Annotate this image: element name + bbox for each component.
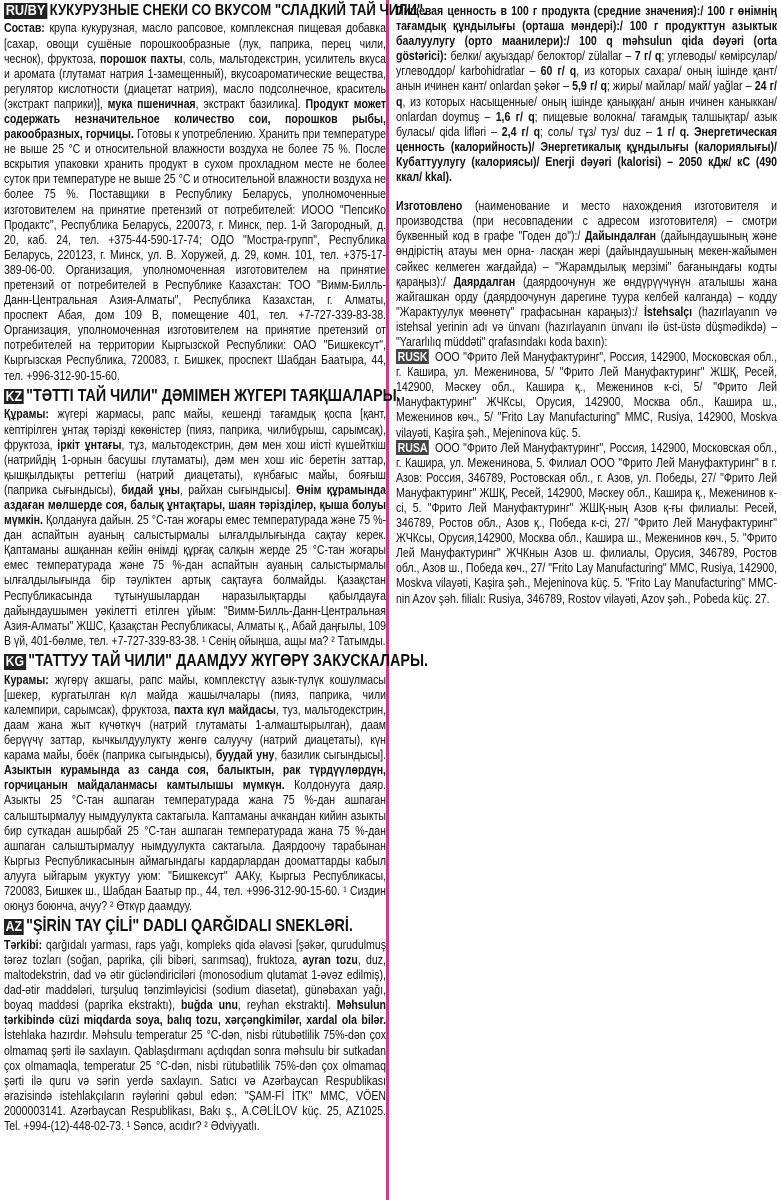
carbs-value: 60 г/ q <box>540 63 577 79</box>
text-ru-4: Готовы к употреблению. Хранить при температуре не выше 25 °С и относительной влажности воздуха не более 75 %. После вскрытия упаковки хранить продукт в сухом прохладном месте не более суток при температуре не выше 25 °С и относительной влажности воздуха не более 75 %. Поставщики в Республику Беларусь, уполномоченные изготовителем на принятие претензий от потребителей: ИООО "ПепсиКо Продактс", Республика Беларусь, 220073, г. Минск, пер. 1-й Загородный, д. 20, каб. 24, тел. +375-44-590-17-74; ОДО "Мостра-групп", Республика Беларусь, 220123, г. Минск, ул. В. Хоружей, д. 29, комн. 101, тел. +375-17-389-06-00. Организация, уполномоченная изготовителем на принятие претензий от потребителей в Республике Казахстан: ТОО "Вимм-Билль-Данн-Центральная Азия-Алматы", Республика Казахстан, г. Алматы, проспект Абая, дом 109 В, помещение 401, тел. +7-727-339-83-38. Организация, уполномоченная изготовителем на принятие претензий от потребителей на территории Кыргызской Республики: ОАО "Бишкексут", Кыргызская Республика, 720083, г. Бишкек, проспект Шабдан Баатыра, 44, тел. +996-312-90-15-60. <box>4 126 386 383</box>
label-kg: Курамы: <box>4 671 49 687</box>
right-column <box>392 0 781 606</box>
lang-badge-ru-by: RU/BY <box>5 2 46 19</box>
sugar-value: 5,9 г/ q <box>572 78 607 94</box>
nut-t6: ; пищевые волокна/ тағамдық талшықтар/ азык буласы/ qida lifləri – <box>396 108 777 139</box>
text-kz-4: Қолдануға дайын. 25 °С-тан жоғары емес температурада және 75 %-дан аспайтын ауаның салыстырмалы ылғалдылығында сақтау керек. Қаптаманы ашқаннан кейін өнімді құрғақ салқын жерде 25 °С-тан жоғары емес температурада және 75 %-дан аспайтын ауаның салыстырмалы ылғалдылығында бір тәуліктен артық сақтауға болмайды. Қазақстан Республикасында тұтынушылардан наразылықтарды қабылдауға дайындаушымен уәкілетті етілген ұйым: "Вимм-Билль-Данн-Центральная Азия-Алматы" ЖШС, Қазақстан Республикасы, Алматы қ., Абай даңғылы, 109 В үй, 401-бөлме, тел. +7-727-339-83-38. ¹ Сенің ойыңша, ащы ма? ² Татымды. <box>4 512 386 648</box>
nut-t1: белки/ ақуыздар/ белоктор/ zülallar – <box>447 48 635 64</box>
ingredients-kz <box>4 406 386 648</box>
nut-t7: ; соль/ тұз/ туз/ duz – <box>540 123 657 139</box>
allergen-kg-1: пахта күл майдасы <box>174 701 276 717</box>
spacer <box>396 184 777 198</box>
lang-badge-kz: KZ <box>5 387 23 405</box>
nutrition-facts <box>396 3 777 184</box>
man-t3: (даярдоочунун же өндүрүүчүнүн аталышы жана жайгашкан орду (даярдоочунун дарегине туура келбей калганда) – кодду "Жарактуулук мөөнөтү" графасынан караңыз):/ <box>396 273 778 319</box>
text-kz-1: жүгері жармасы, рапс майы, кешенді тағамдық қоспа [қант, кептірілген ұнтақ тәрізді көкөністер (пияз, паприка, чилибұрыш, сарымсақ), фруктоза, <box>4 406 386 452</box>
ingredients-az <box>4 937 386 1133</box>
allergen-az-2: buğda unu <box>180 997 238 1013</box>
allergen-ru-1: порошок пахты <box>100 50 183 66</box>
title-text-az: "ŞİRİN TAY ÇİLİ" DADLI QARĞIDALI SNEKLƏRİ. <box>26 915 353 936</box>
fiber-value: 2,4 г/ q <box>501 123 541 139</box>
lang-badge-kg: KG <box>5 652 25 670</box>
section-title-az <box>4 915 353 936</box>
text-kz-3: , райхан сығындысы]. <box>179 481 297 497</box>
allergen-ru-2: мука пшеничная <box>107 95 196 111</box>
title-text-kz: "ТӘТТІ ТАЙ ЧИЛИ" ДӘМІМЕН ЖҮГЕРІ ТАЯҚШАЛАРЫ. <box>26 384 401 405</box>
text-ru-3: , экстракт базилика]. <box>195 95 306 111</box>
section-az <box>4 916 386 1133</box>
text-ru-1: крупа кукурузная, масло рапсовое, комплексная пищевая добавка [сахар, овощи сушёные порошкообразные (лук, паприка, перец чили, чеснок), фруктоза, <box>4 20 386 66</box>
saturated-fat-value: 1,6 г/ q <box>495 108 535 124</box>
text-kg-3: , базилик сыгындысы]. <box>274 747 387 763</box>
text-ru-2: , соль, мальтодекстрин, усилитель вкуса и аромата (глутамат натрия 1-замещенный), вкусоароматические вещества, регулятор кислотности (диацетат натрия), масло подсолнечное, краситель (экстракт паприки)], <box>4 50 386 111</box>
text-kg-1: жүгөрү акшагы, рапс майы, комплекстүү азык-түлүк кошулмасы [шекер, кургатылган күл майда жашылчалары (пияз, паприка, чили калемпири, сарымсак), фруктоза, <box>4 671 386 717</box>
ingredients-ru-by <box>4 20 386 382</box>
allergen-note-ru: Продукт может содержать незначительное количество сои, порошков рыбы, ракообразных, горчицы. <box>4 95 387 142</box>
man-t4: (hazırlayanın və istehsal yerinin adı və ünvanı (hazırlayanın ünvanı ilə üst-üstə düşmədikdə) – "Yararlılıq müddəti" qrafasındakı koda baxın): <box>396 303 777 349</box>
allergen-note-kz: Өнім құрамында аздаған мөлшерде соя, балық ұнтақтары, шаян тәрізділер, қыша болуы мүмкін. <box>4 481 386 528</box>
rusa-badge: RUSA <box>397 439 428 455</box>
nutrition-text <box>396 3 777 184</box>
text-az-1: qarğıdalı yarması, raps yağı, kompleks qida əlavəsi [şəkər, qurudulmuş tərəz tozları (soğan, paprika, çili bibəri, sarımsaq), fruktoza, <box>4 936 387 968</box>
nut-t4: ; жиры/ майлар/ май/ yağlar – <box>606 78 755 94</box>
fat-value: 24 г/ q <box>396 78 777 109</box>
rusk-address: ООО "Фрито Лей Мануфактуринг", Россия, 142900, Московская обл., г. Кашира, ул. Меженинова, 5/ "Фрито Лей Мануфактуринг" ЖШҚ, Ресей, 142900, Мәскеу обл., Кашира қ., Меженинов к-сі, 5/ "Фрито Лей Мануфактуринг" ЖЧКсы, Орусия, 142900, Москва обл., Кашира ш., Меженинов көч., 5/ "Frito Lay Manufacturing" MMC, Rusiya, 142900, Moskva vilayəti, Kaşira şəh., Mejeninova küç. 5. <box>396 349 777 440</box>
nutrition-heading: Пищевая ценность в 100 г продукта (средние значения):/ 100 г өнімнің тағамдық құндылығы (орташа мәндері):/ 100 г продукттун азыктык баалуулугу (орто маанилери):/ 100 q məhsulun qida dəyəri (orta göstərici): <box>396 3 777 64</box>
protein-value: 7 г/ q <box>634 48 662 64</box>
manufacturer-info <box>396 198 777 606</box>
made-by-kg: Даярдалган <box>453 273 516 289</box>
text-az-4: İstehlaka hazırdır. Məhsulu temperatur 25 °C-dən, nisbi rütubətlilik 75%-dən çox olmamaq şərti ilə saxlayın. Qablaşdırmanı açdıqdan sonra məhsulu bir sutkadan çox olmamaqla, temperatur 25 °C-dən, nisbi rütubətlilik 75%-dən çox olmamaq şərti ilə quru və sərin yerdə saxlayın. Satıcı və Azərbaycan Respublikası ərazisində istehlakçıların rəylərini qəbul edən: "ŞAM-Fİ İTK" MMC, VÖEN 2000003141. Azərbaycan Respublikası, Bakı ş., A.CƏLİLOV küç. 25, AZ1025. Tel. +994-(12)-448-02-73. ¹ Səncə, acıdır? ² Ədviyyatlı. <box>4 1027 386 1134</box>
section-kz <box>4 384 401 648</box>
man-t2: (дайындаушының және өндірістің атауы мен орна- ласқан жері (дайындаушының мекен-жайымен сәйкес келмеген жағдайда) – "Жарамдылық мерзімі" бағанындағы кодты қараңыз):/ <box>396 228 778 289</box>
rusa-address: ООО "Фрито Лей Мануфактуринг", Россия, 142900, Московская обл., г. Кашира, ул. Меженинова, 5. Филиал ООО "Фрито Лей Мануфактуринг" в г. Азов: Россия, 346789, Ростовская обл., г. Азов, ул. Победы, 27/ "Фрито Лей Мануфактуринг" ЖШҚ, Ресей, 142900, Мәскеу обл., Кашира қ., Меженинов к-сі, 5. "Фрито Лей Мануфактуринг" ЖШҚ-ның Азов қ-ғы филиалы: Ресей, 346789, Ростов обл., Азов қ., Победа к-сі, 27/ "Фрито Лей Мануфактуринг" ЖЧКсы, Орусия,142900, Москва обл., Кашира ш., Меженинов көч., 5. "Фрито Лей Мануфактуринг" ЖЧКнын Азов ш. филиалы, Орусия, 346789, Ростов обл., Азов ш., Победа көч., 27/ "Frito Lay Manufacturing" MMC, Rusiya, 142900, Moskva vilayəti, Kaşira şəh., Mejeninova küç. 5. "Frito Lay Manufacturing" MMC-nin Azov şəh. filialı: Rusiya, 346789, Rostov vilayəti, Azov şəh., Pobeda küç. 27. <box>396 439 777 606</box>
man-t1: (наименование и место нахождения изготовителя и производства (при несовпадении с адресом изготовителя) – смотри буквенный код в графе "Годен до"):/ <box>396 198 777 244</box>
nut-t5: , из которых насыщенные/ оның ішінде қаныққан/ анын ичинен каныккан/ onlardan doymuş – <box>396 93 777 124</box>
text-kg-4: Колдонууга даяр. Азыкты 25 °С-тан ашпаган температурада жана 75 %-дан ашпаган салыштырмалуу нымдуулукта сактагыла. Каптаманы ачкандан кийин азыкты бир суткадан ашырбай 25 °С-тан ашпаган температурада жана 75 %-дан ашпаган салыштырмалуу нымдуулукта сактагыла. Даярдоочу тарабынан Кыргыз Республикасынын аймагындагы кардарлардан дооматтарды кабыл алууга ыйгарым укуктуу уюм: "Бишкексут" ААКу, Кыргыз Республикасы, 720083, Бишкек ш., Шабдан Баатыр пр., 44, тел. +996-312-90-15-60. ¹ Сиздин оюңуз боюнча, ачуу? ² Өткүр даамдуу. <box>4 777 386 914</box>
producer-rusk <box>396 349 777 440</box>
made-by-az: İstehsalçı <box>643 303 693 319</box>
allergen-note-az: Məhsulun tərkibində cüzi miqdarda soya, balıq tozu, xərçəngkimilər, xardal ola bilər. <box>4 997 387 1028</box>
section-title-kz <box>4 384 401 405</box>
allergen-kz-1: іркіт ұнтағы <box>57 436 122 452</box>
allergen-kz-2: бидай ұны <box>121 481 180 497</box>
label-ru-by: Состав: <box>4 20 45 36</box>
label-kz: Құрамы: <box>4 406 49 422</box>
section-title-kg <box>4 649 429 670</box>
made-by-kz: Дайындалған <box>584 228 657 244</box>
salt-value: 1 г/ q <box>656 123 687 139</box>
title-text-ru-by: КУКУРУЗНЫЕ СНЕКИ СО ВКУСОМ "СЛАДКИЙ ТАЙ ЧИЛИ". <box>49 2 427 19</box>
label-az: Tərkibi: <box>4 936 43 952</box>
allergen-az-1: ayran tozu <box>302 952 358 968</box>
made-by-ru: Изготовлено <box>396 198 463 214</box>
section-title-ru-by <box>4 2 427 19</box>
section-kg <box>4 649 429 914</box>
text-kz-2: , тұз, мальтодекстрин, дәм мен хош иісті күшейткіш (натрийдің 1-орнын басушы глутаматы), дәм мен хош иіс беретін заттар, қышқылдықты реттегіш (натрий диацетаты), күнбағыс майы, бояғыш (паприка сығындысы), <box>4 436 387 497</box>
allergen-kg-2: буудай уну <box>215 747 275 763</box>
title-text-kg: "ТАТТУУ ТАЙ ЧИЛИ" ДААМДУУ ЖҮГӨРҮ ЗАКУСКАЛАРЫ. <box>28 649 429 670</box>
nut-t3: , из которых сахара/ оның ішінде қант/ анын ичинен кант/ onlardan şəkər – <box>396 63 778 94</box>
nut-t2: ; углеводы/ көмірсулар/ углеводдор/ karbohidratlar – <box>396 48 778 79</box>
text-az-2: , duz, maltodekstrin, dad və ətir gücləndiriciləri (monosodium qlutamat 1-əvəz edilmiş), dad-ətir maddələri, turşuluq tənzimləyicisi (sodium diasetat), günəbaxan yağı, boyaq maddəsi (paprika ekstraktı), <box>4 952 386 1013</box>
allergen-note-kg: Азыктын курамында аз санда соя, балыктын, рак түрдүүлөрдүн, горчицанын майдаланмасы камтылышы мүмкүн. <box>4 762 386 793</box>
rusk-badge: RUSK <box>397 349 428 365</box>
text-kg-2: , туз, мальтодекстрин, даам жана жыт күчөткүч (натрий глутаматы 1-алмаштырылган), даам берүүчү заттар, кычкылдуулукту жөнгө салуучу (натрий диацетаты), күн карама майы, боёк (паприка сыгындысы), <box>4 701 386 763</box>
manufacturer-text <box>396 198 777 349</box>
text-az-3: , reyhan ekstraktı]. <box>237 997 337 1013</box>
producer-rusa <box>396 440 777 606</box>
lang-badge-az: AZ <box>5 918 23 936</box>
energy-value: . Энергетическая ценность (калорийность)/ Энергетикалық құндылығы (калориялығы)/ Кубаттуулугу (калориясы)/ Enerji dəyəri (kalorisi) – 2050 кДж/ кС (490 ккал/ kkal). <box>396 123 777 185</box>
ingredients-kg <box>4 672 386 914</box>
